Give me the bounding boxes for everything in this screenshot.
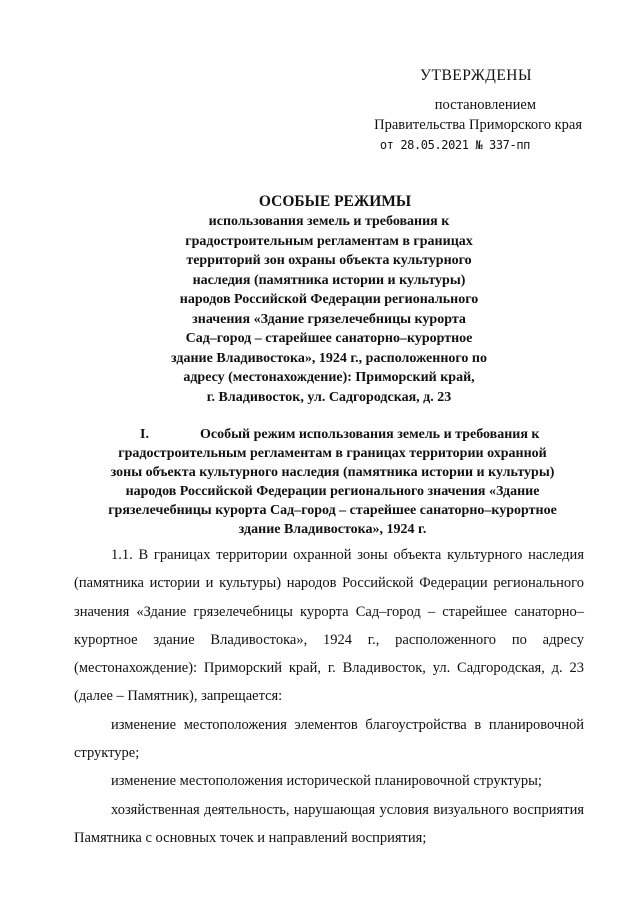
approval-decree: постановлением [434,97,536,113]
paragraph-1-1: 1.1. В границах территории охранной зоны объекта культурного наследия (памятника истории и культуры) народов Российской Федерации регионального значения «Здание грязелечебницы курорта Сад–город – старейшее санаторно–курортное здание Владивостока», 1924 г., расположенного по адресу (местонахождение): Приморский край, г. Владивосток, ул. Садгородская, д. 23 (далее – Памятник), запрещается: [74,547,584,705]
title-line: наследия (памятника истории и культуры) [192,272,466,288]
section-heading [80,425,585,539]
prohibition-item: хозяйственная деятельность, нарушающая условия визуального восприятия Памятника с основных точек и направлений восприятия; [74,801,584,846]
title-main: ОСОБЫЕ РЕЖИМЫ [258,193,412,210]
title-line: использования земель и требования к [208,214,450,229]
title-line: Сад–город – старейшее санаторно–курортное [185,331,473,346]
document-body [74,541,584,852]
section-heading-line: зоны объекта культурного наследия (памятника истории и культуры) [110,465,555,480]
approval-number: от 28.05.2021 № 337-пп [379,138,530,152]
title-line: г. Владивосток, ул. Садгородская, д. 23 [206,389,452,405]
section-heading-line: Особый режим использования земель и требования к [200,427,540,442]
section-heading-line: народов Российской Федерации регионального значения «Здание [125,484,540,499]
title-line: адресу (местонахождение): Приморский край, [183,370,475,385]
title-line: градостроительным регламентам в границах [185,233,473,249]
approval-heading: УТВЕРЖДЕНЫ [420,67,532,84]
section-heading-line: градостроительным регламентам в границах территории охранной [118,446,547,461]
document-title [0,192,640,407]
title-line: народов Российской Федерации регионального [179,292,479,307]
title-line: здание Владивостока», 1924 г., расположенного по [171,350,487,366]
approval-government: Правительства Приморского края [374,117,582,133]
section-number: I. [140,427,149,442]
prohibition-item: изменение местоположения исторической планировочной структуры; [111,773,542,790]
title-line: территорий зон охраны объекта культурного [186,253,472,268]
section-heading-line: грязелечебницы курорта Сад–город – старейшее санаторно–курортное [108,503,557,518]
approval-block [374,66,582,155]
title-line: значения «Здание грязелечебницы курорта [192,311,466,327]
prohibition-item: изменение местоположения элементов благоустройства в планировочной структуре; [74,716,584,762]
title-subtitle [0,212,640,407]
section-heading-line: здание Владивостока», 1924 г. [238,522,427,537]
